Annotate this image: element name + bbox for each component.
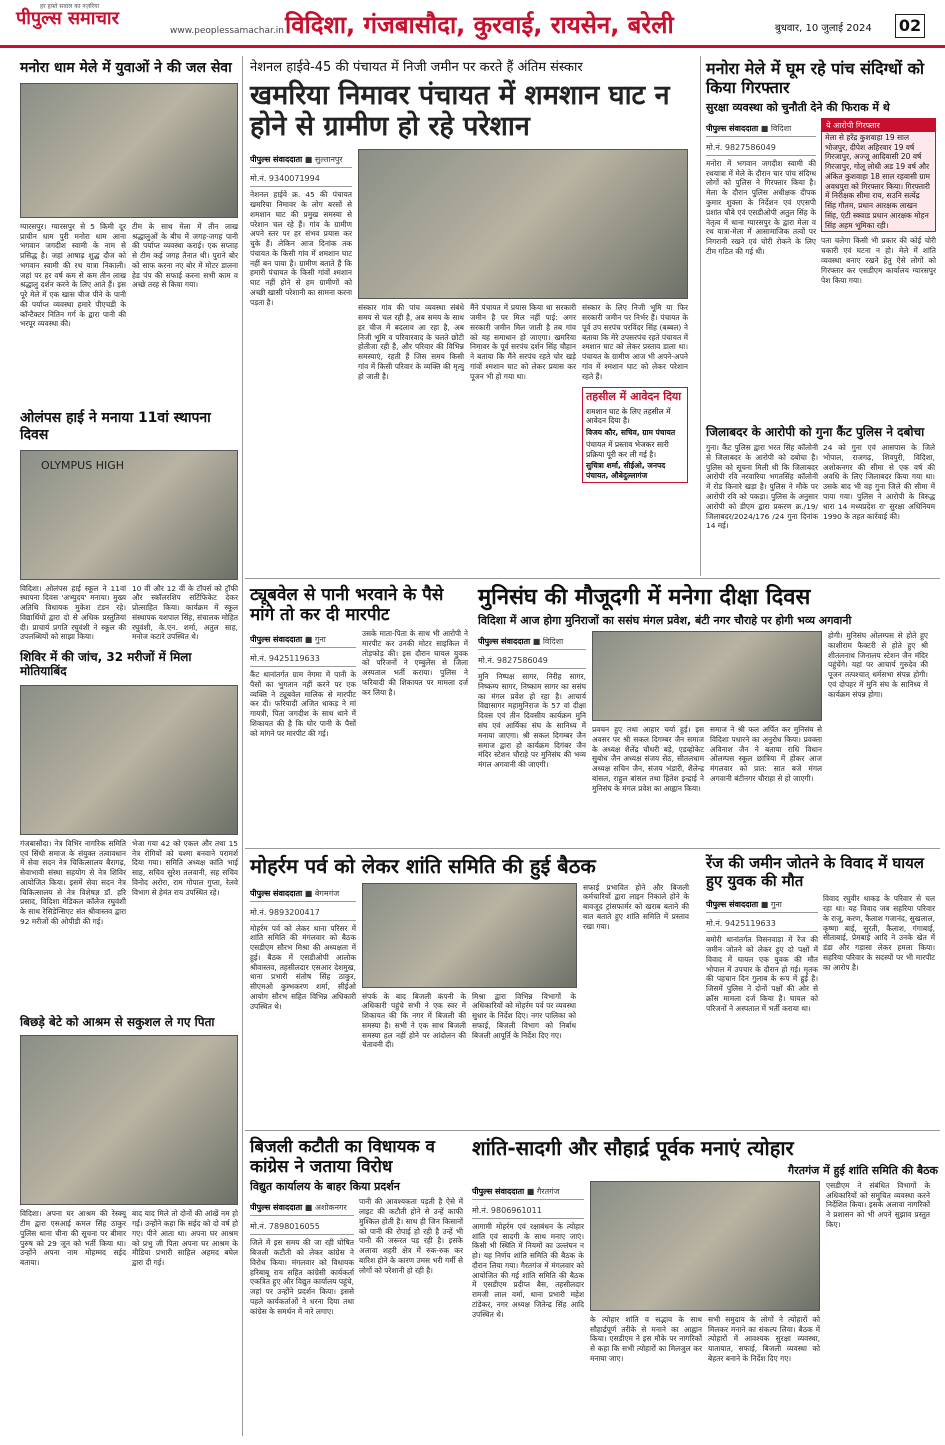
section-rule bbox=[245, 578, 940, 579]
article-power-cut-protest bbox=[250, 1137, 465, 1437]
article-headline: ट्यूबवेल से पानी भरवाने के पैसे मांगे तो कर दी मारपीट bbox=[250, 585, 444, 626]
article-headline: शिविर में की जांच, 32 मरीजों में मिला मोतियाबिंद bbox=[20, 650, 192, 679]
info-box-title: तहसील में आवेदन दिया bbox=[586, 390, 682, 404]
article-body: गंजबासौदा। नेत्र विभिर नागरिक समिति एवं सिंधी समाज के संयुक्त तत्वावधान में सेवा सदन नेत्र चिकित्सालय बैरागढ़, सेवाभावी संस्था सहयोग से नेत्र शिविर आयोजित किया। इसमें सेवा सदन नेत्र चिकित्सालय से नेत्र विशेषज्ञ डॉ. हरि प्रसाद, विदिशा मेडिकल कॉलेज रघुवंशी के साथ रेसिडेन्सिएट संत श्रीवास्तव द्वारा 92 मरीजों की ओपीडी की गई। bbox=[20, 838, 126, 926]
section-rule bbox=[245, 1130, 940, 1131]
article-subheadline: गैरतगंज में हुई शांति समिति की बैठक bbox=[788, 1163, 938, 1177]
mobile-number: मो.नं. 9806961011 bbox=[472, 1203, 584, 1219]
photo-signboard: OLYMPUS HIGH bbox=[41, 458, 125, 472]
byline: पीपुल्स संवाददाता ■ सुल्तानपुर bbox=[250, 152, 352, 168]
article-cremation-ground bbox=[250, 60, 695, 575]
byline: पीपुल्स संवाददाता ■ गैरतगंज bbox=[472, 1184, 584, 1200]
mobile-number: मो.नं. 9893200417 bbox=[250, 905, 356, 921]
article-water-service bbox=[20, 60, 238, 405]
article-body: समाज ने श्री फल अर्पित कर मुनिसंघ से विदिशा पधारने का अनुरोध किया। प्रवक्ता अविनाश जैन ने बताया राधि विधान ओलम्पस स्कूल छात्रिया में होकर आज मंगलवार को प्रात: सात बजे मंगल अगवानी बंटीनगर चौराहा से हो जाएगी। bbox=[710, 725, 822, 783]
photo-peace-committee bbox=[362, 883, 577, 988]
byline: पीपुल्स संवाददाता ■ गुना bbox=[250, 632, 356, 648]
section-rule bbox=[245, 848, 940, 849]
article-body: उसके माता-पिता के साथ भी आरोपी ने मारपीट कर उनकी मोटर साइकिल में तोड़फोड़ की। इस दौरान घायल युवक को परिजनों ने एम्बुलेंस से जिला अस्पताल भर्ती कराया। पुलिस ने फरियादी की शिकायत पर मामला दर्ज कर लिया है। bbox=[362, 629, 468, 697]
article-body: नेशनल हाईवे क्र. 45 की पंचायत खमरिया निमावर के लोग बरसों से शमशान घाट की प्रमुख समस्या से परेशान चल रहे हैं। गांव के ग्रामीण अपने स्तर पर हर संभव प्रयास कर चुके हैं। लेकिन आज दिनांक तक पंचायत के किसी गांव में शमशान घाट नहीं बन पाया है। ग्रामीण बताते हैं कि हमारी पंचायत के किसी गांवों श्मशान घाट नहीं होने से हम ग्रामीणों को अच्छी खासी परेशानी का सामना करना पड़ता है। bbox=[250, 190, 352, 307]
article-headline: खमरिया निमावर पंचायत में शमशान घाट न होने से ग्रामीण हो रहे परेशान bbox=[250, 79, 670, 143]
article-tubewell-assault bbox=[250, 585, 470, 845]
article-subheadline: सुरक्षा व्यवस्था को चुनौती देने की फिराक में थे bbox=[706, 100, 890, 114]
info-item: विजय कौर, सचिव, ग्राम पंचायत bbox=[586, 428, 676, 438]
article-body: टीम के साथ मेला में तीन लाख श्रद्धालुओं के बीच में जगह-जगह पानी की पर्याप्त व्यवस्था कराई। एक सप्ताह से टीम कई जगह तैनात थी। पुराने बोर को साफ करना नए बोर में मोटर डालना हेड पंप की सफाई करना सभी काम व अच्छे तरह से किया गया। bbox=[132, 221, 238, 290]
article-body: मोहर्रम पर्व को लेकर थाना परिसर में शांति समिति की मंगलवार को बैठक एसडीएम सौरभ मिश्रा की अध्यक्षता में हुई। बैठक में एसडीओपी आलोक श्रीवास्तव, तहसीलदार एसआर देशमुख, थाना प्रभारी संतोष सिंह ठाकुर, सीएमओ कुम्भकरण शर्मा, सीईओ आयोग सौरभ सहित विभिन्न अधिकारी उपस्थित थे। bbox=[250, 923, 356, 1011]
newspaper-logo: पीपुल्स समाचार bbox=[16, 8, 119, 29]
mobile-number: मो.नं. 9425119633 bbox=[250, 651, 356, 667]
article-peaceful-festivals bbox=[472, 1137, 938, 1437]
article-moharram-meeting bbox=[250, 855, 695, 1127]
byline: पीपुल्स संवाददाता ■ गुना bbox=[706, 897, 818, 913]
article-body: संस्कार गांव की पांच व्यवस्था संबंधे समय से चल रही है, अब समय के साथ हर चीज में बदलाव आ रहा है, अब निजी भूमि व परिवारवाद के चलते छोटी होतीजा रही है, और परिवार की विभिन्न समस्याएं, रहती हैं जिस समय किसी गांव में किसी परिवार के व्यक्ति की मृत्यु हो जाती है। bbox=[358, 303, 464, 381]
article-body: 10 वीं और 12 वीं के टॉपर्स को ट्रॉफी और स्कॉलरशिप सर्टिफिकेट देकर प्रोत्साहित किया। कार्यक्रम में स्कूल संस्थापक यशपाल सिंह, संचालक मोहित रघुवंशी, के.एन. शर्मा, अतुल साह, मनोज कटारे उपस्थित थे। bbox=[132, 583, 238, 642]
article-district-exile bbox=[706, 425, 938, 575]
article-body: कैंट थानांतर्गत ग्राम नेगमा में पानी के पैसों का भुगतान नहीं करने पर एक व्यक्ति ने ट्यूबवेल मालिक से मारपीट कर दी। फरियादी अजित धाकड़ ने मां गायत्री, पिता जगदीश के साथ थाने में शिकायत की है कि घोर पानी के पैसों को मांगने पर मारपीट की गई। bbox=[250, 670, 356, 738]
article-body: बाद याद मिले तो दोनों की आंखें नम हो गई। उन्होंने कहा कि सईद को दो वर्ष हो गए। पीने आता था। अपना घर आश्रम को प्रभु जी पिता अपना घर आश्रम के मीडिया प्रभारी साहिल अहमद बघेल द्वारा दी गई। bbox=[132, 1209, 238, 1268]
article-suspects-arrested bbox=[706, 60, 938, 420]
website-link[interactable]: www.peoplessamachar.in bbox=[170, 26, 284, 36]
edition-cities: विदिशा, गंजबासौदा, कुरवाई, रायसेन, बरेली bbox=[285, 11, 674, 39]
article-headline: मनोरा धाम मेले में युवाओं ने की जल सेवा bbox=[20, 60, 232, 76]
mobile-number: मो.नं. 9340071994 bbox=[250, 171, 352, 187]
photo-eye-camp bbox=[20, 685, 238, 835]
photo-muni-sangh bbox=[592, 631, 822, 721]
issue-date: बुधवार, 10 जुलाई 2024 bbox=[775, 23, 872, 34]
article-headline: मुनिसंघ की मौजूदगी में मनेगा दीक्षा दिवस bbox=[478, 585, 811, 610]
accused-list bbox=[821, 118, 936, 233]
article-body: भेजा गया 42 को एकल और तथा 15 नेत्र रोगियों को चश्मा बनवाने परामर्श दिया गया। समिति अध्यक्ष कांति भाई साह, सचिव सुरेश तलवानी, सह सचिव विनोद अरोरा, राम गोपाल गुप्ता, रेलवे विभाग से हेमंत राय उपस्थित रहे। bbox=[132, 838, 238, 897]
article-body: विवाद रघुवीर धाकड़ के परिवार से चल रहा था। यह विवाद जब सहरिया परिवार के राजू, करण, कैलाश गजानंद, सुखलाल, कृष्णा बाई, सुरती, कैलाश, गंगाबाई, सीताबाई, प्रेमबाई आदि ने उनके खेत में डंडा और गड़ासा लेकर हमला किया। सहरिया परिवार के सदस्यों पर भी मारपीट का आरोप है। bbox=[823, 894, 935, 972]
mobile-number: मो.नं. 9827586049 bbox=[706, 140, 816, 156]
article-overline: नेशनल हाईवे-45 की पंचायत में निजी जमीन पर करते हैं अंतिम संस्कार bbox=[250, 60, 583, 75]
article-olympus bbox=[20, 410, 238, 642]
photo-gairatganj-meeting bbox=[590, 1181, 820, 1311]
article-headline: शांति-सादगी और सौहार्द्र पूर्वक मनाएं त्योहार bbox=[472, 1136, 794, 1160]
byline: पीपुल्स संवाददाता ■ विदिशा bbox=[706, 121, 816, 137]
photo-olympus-event bbox=[20, 450, 238, 580]
info-item: पंचायत में प्रस्ताव भेजकर सारी प्रक्रिया पूरी कर ली गई है। bbox=[586, 439, 669, 459]
mobile-number: मो.नं. 7898016055 bbox=[250, 1219, 354, 1235]
article-headline: बिछड़े बेटे को आश्रम से सकुशल ले गए पिता bbox=[20, 1015, 215, 1029]
page-number: 02 bbox=[895, 14, 925, 38]
article-body: ग्यारसपुर। ग्यारसपुर से 5 किमी दूर प्राचीन धाम पुरी मनोरा धाम आना भगवान जगदीश स्वामी के नाम से प्रसिद्ध है। जहां आषाढ़ शुद्ध दौज को भगवान स्वामी की रथ यात्रा निकाली। जहां पर हर वर्ष कम से कम तीन लाख श्रद्धालु दर्शन करने के लिए आते हैं। इस पूरे मेले में एक खास चीज पीने के पानी की पर्याप्त व्यवस्था हमारे पीएचडी के कॉन्टैक्टर नितिन गर्ग के द्वारा पानी की भरपूर व्यवस्था की। bbox=[20, 221, 126, 329]
article-body: विदिशा। अपना घर आश्रम की रेस्क्यू टीम द्वारा एसआई कमल सिंह ठाकुर पुलिस थाना चीना की सूचना पर बीमार पुरुष को 29 जून को भर्ती किया था। उन्होंने अपना नाम मोहम्मद सईद बताया। bbox=[20, 1209, 126, 1268]
article-body: सभी समुदाय के लोगों ने त्योहारों को मिलकर मनाने का संकल्प लिया। बैठक में त्योहारों में आवश्यक सुरक्षा व्यवस्था, यातायात, सफाई, बिजली व्यवस्था को बेहतर बनाने के निर्देश दिए गए। bbox=[708, 1314, 820, 1363]
byline: पीपुल्स संवाददाता ■ बेगमगंज bbox=[250, 886, 356, 902]
article-body: आगामी मोहर्रम एवं रक्षाबंधन के त्योहार शांति एवं सादगी के साथ मनाए जाएं। किसी भी स्थिति में नियमों का उल्लंघन न हो। यह निर्णय शांति समिति की बैठक के दौरान लिया गया। गैरतगंज में मंगलवार को आयोजित की गई शांति समिति की बैठक में एसडीएम प्रदीप्त बैस, तहसीलदार रामजी लाल वर्मा, थाना प्रभारी महेश टांडेकर, नगर अध्यक्ष जितेन्द्र सिंह आदि उपस्थित थे। bbox=[472, 1221, 584, 1319]
article-headline: बिजली कटौती का विधायक व कांग्रेस ने जताया विरोध bbox=[250, 1137, 435, 1178]
article-eye-camp bbox=[20, 650, 238, 1000]
article-body: मुनि निष्पक्ष सागर, निरीह सागर, निष्कम्प सागर, निष्काम सागर का ससंघ का मंगल प्रवेश हो रहा है। आचार्य विद्यासागर महामुनिराज के 57 वां दीक्षा दिवस एवं तीन दिवसीय कार्यक्रम मुनि संघ एवं आर्यिका संघ के सानिध्य में मनाया जाएगा। श्री सकल दिगम्बर जैन समाज द्वारा हो कार्यक्रम दिगंबर जैन मंदिर स्टेशन चौराहे पर मुनिसंघ की भव्य मंगल अगवानी की जाएगी। bbox=[478, 672, 586, 770]
article-subheadline: विदिशा में आज होगा मुनिराजों का ससंघ मंगल प्रवेश, बंटी नगर चौराहे पर होगी भव्य अगवानी bbox=[478, 613, 852, 627]
info-item: सुचित्रा शर्मा, सीईओ, जनपद पंचायत, औबेदुल्लागंज bbox=[586, 461, 666, 481]
article-body: संपर्क के बाद बिजली कंपनी के अधिकारी पहुंचे सभी ने एक स्वर में शिकायत की कि नगर में बिजली की समस्या है। सभी ने एक साथ बिजली समस्या हल नहीं होने पर आंदोलन की चेतावनी दी। bbox=[362, 991, 466, 1050]
info-item: शमशान घाट के लिए तहसील में आवेदन दिया है। bbox=[586, 406, 671, 426]
article-headline: जिलाबदर के आरोपी को गुना कैंट पुलिस ने दबोचा bbox=[706, 425, 925, 439]
article-body: के त्योहार शांति व सद्भाव के साथ सौहार्द्रपूर्ण तरीके से मनाने का आह्वान किया। एसडीएम ने इस मौके पर नागरिकों से कहा कि सभी त्योहारों का मिलजुल कर मनाया जाए। bbox=[590, 1314, 702, 1363]
photo-panchayat-building bbox=[358, 149, 688, 299]
article-body: मैंने पंचायत में प्रयास किया था सरकारी जमीन है पर मिल नहीं पाई: अगर सरकारी जमीन मिल जाती है तब गांव को यह समाधान हो जाएगा। खमरिया निमावर के पूर्व सरपंच दर्शन सिंह चौहान ने बताया कि मैंने सरपंच रहते चोर खड़े गांवों श्मशान घाट को लेकर प्रयास कर पूजन भी हो गया था। bbox=[470, 303, 576, 381]
column-rule bbox=[242, 56, 243, 1436]
article-body: गुना। कैंट पुलिस द्वारा भरत सिंह कॉलोनी से जिलाबदर के आरोपी को दबोचा है। पुलिस को सूचना मिली थी कि जिलाबदर आरोपी रवि नरवारिया भगतसिंह कॉलोनी में रोड किनारे खड़ा है। पुलिस ने मौके पर आरोपी रवि को पकड़ा। पुलिस के अनुसार आरोपी को डीएम द्वारा प्रकरण क्र./19/जिलाबदर/2024/176 /24 गुना दिनांक 14 मई। bbox=[706, 443, 818, 531]
mobile-number: मो.नं. 9827586049 bbox=[478, 653, 586, 669]
photo-volunteers bbox=[20, 83, 238, 218]
accused-list-title: ये आरोपी गिरफ्तार bbox=[822, 119, 935, 132]
article-body: होगी। मुनिसंघ ओलम्पस से होते हुए काशीराम फैक्टरी से होते हुए श्री शीतलनाथ जिनालय स्टेशन जैन मंदिर पहुंचेंगे। यहां पर आचार्य गुरुदेव की पूजन तत्पश्चात् धर्मसभा संपन्न होगी। एवं दोपहर में मुनि संघ के सानिध्य में कार्यक्रम संपन्न होगा। bbox=[828, 631, 928, 699]
article-body: बमोरी थानांतर्गत विसनवाड़ा में रेंज की जमीन जोतने को लेकर हुए दो पक्षों में विवाद में घायल एक युवक की मौत भोपाल में उपचार के दौरान हो गई। मृतक की पहचान दिन गुलाब के रूप में हुई है। जिसमें पुलिस ने दोनों पक्षों की ओर से क्रॉस मामला दर्ज किया है। घायल को परिजनों ने अस्पताल में भर्ती कराया था। bbox=[706, 935, 818, 1013]
article-headline: रेंज की जमीन जोतने के विवाद में घायल हुए युवक की मौत bbox=[706, 854, 924, 890]
article-body: सफाई प्रभावित होने और बिजली कर्मचारियों द्वारा लाइन निकाले होने के बावजूद ट्रांसफार्मर को खराब बताने की बात बताते हुए शांति समिति में प्रस्ताव रखा गया। bbox=[583, 882, 689, 931]
byline: पीपुल्स संवाददाता ■ अशोकनगर bbox=[250, 1200, 354, 1216]
article-subheadline: विद्युत कार्यालय के बाहर किया प्रदर्शन bbox=[250, 1180, 400, 1194]
article-body: मिश्रा द्वारा विभिन्न विभागों के अधिकारियों को मोहर्रम पर्व पर व्यवस्था सुधार के निर्देश दिए। नगर पालिका को सफाई, बिजली विभाग को निर्बाध बिजली आपूर्ति के निर्देश दिए गए। bbox=[472, 991, 576, 1040]
article-headline: ओलंपस हाई ने मनाया 11वां स्थापना दिवस bbox=[20, 410, 211, 443]
accused-list-body: मेला से हरेंद्र कुशवाहा 19 साल भोजपुर, दीपेश अहिरवार 19 वर्ष गिरजापुर, अज्जू आदिवासी 20 वर्ष गिरजापुर, गोलू लोधी अड 19 वर्ष और अंकित कुशवाहा 18 साल रहवासी ग्राम अवधपुरा को गिरफ्तार किया। गिरफ्तारी में निरीक्षक सीमा राय, सउनि सत्येंद्र सिंह गौतम, प्रधान आरक्षक लाखन सिंह, एंटी स्क्वाड प्रधान आरक्षक मोहन सिंह अहम भूमिका रही। bbox=[825, 132, 930, 230]
article-body: पता चलेगा किसी भी प्रकार की कोई चोरी चकारी एवं घटना न हो। मेले में शांति व्यवस्था बनाए रखने हेतु ऐसे लोगों को गिरफ्तार कर एसडीएम कार्यालय ग्यारसपुर पेश किया गया। bbox=[821, 236, 936, 285]
article-diksha-divas bbox=[478, 585, 938, 845]
logo-tagline: हर हफ़्ते सवाल का नज़रिया bbox=[40, 3, 100, 10]
info-box bbox=[582, 387, 688, 482]
article-land-dispute bbox=[706, 855, 938, 1127]
mobile-number: मो.नं. 9425119633 bbox=[706, 916, 818, 932]
byline: पीपुल्स संवाददाता ■ विदिशा bbox=[478, 634, 586, 650]
article-headline: मोहर्रम पर्व को लेकर शांति समिति की हुई बैठक bbox=[250, 854, 596, 878]
photo-father-son bbox=[20, 1035, 238, 1205]
article-body: मनोरा में भगवान जगदीश स्वामी की रथयात्रा में मेले के दौरान चार पांच संदिग्ध लोगों को पुलिस ने गिरफ्तार किया है। मेला के दौरान पुलिस अधीक्षक दीपक कुमार शुक्ला के निर्देशन एवं एएसपी प्रशांत चौबे एवं एसडीओपी अतुल सिंह के नेतृत्व में थाना ग्यारसपुर के द्वारा मेला व रथ यात्रा-मेला में आसामाजिक तत्वों पर निगरानी रखने एवं चोरी रोकने के लिए टीम गठित की गई थी। bbox=[706, 158, 816, 256]
article-headline: मनोरा मेले में घूम रहे पांच संदिग्धों को किया गिरफ्तार bbox=[706, 59, 925, 97]
article-body: प्रवचन हुए तथा आहार चर्या हुई। इस अवसर पर श्री सकल दिगम्बर जैन समाज के अध्यक्ष शैलेंद्र चौधरी बड़े, एडव्होकेट सुबोध जैन अध्यक्ष संजय सेठ, सीतलधाम अध्यक्ष सचिन जैन, संजय भंडारी, शैलेन्द्र बांसल, राहुल बांसल तथा हितेश इन्द्राई ने मुनिसंघ के मंगल प्रवेश का आह्वान किया। bbox=[592, 725, 704, 793]
column-rule bbox=[700, 56, 701, 576]
article-body: विदिशा। ओलंपस हाई स्कूल ने 11वां स्थापना दिवस 'अभ्युदय' मनाया। मुख्य अतिथि विधायक मुकेश टंडन रहे। विद्यार्थियों द्वारा दो से अधिक प्रस्तुतियां दी। प्राचार्य प्रगति रघुवंशी ने स्कूल की उपलब्धियों को साझा किया। bbox=[20, 583, 126, 642]
masthead bbox=[0, 0, 945, 48]
article-lost-son bbox=[20, 1015, 238, 1435]
article-body: एसडीएम ने संबंधित विभागों के अधिकारियों को समुचित व्यवस्था करने निर्देशित किया। इसके अलावा नागरिकों ने प्रशासन को भी अपने सुझाव प्रस्तुत किए। bbox=[826, 1180, 930, 1229]
article-body: 24 को गुना एवं आसपास के जिले भोपाल, राजगढ़, शिवपुरी, विदिशा, अशोकनगर की सीमा से एक वर्ष की अवधि के लिए जिलाबदर किया गया था। उसके बाद भी वह गुना जिले की सीमा में पाया गया। पुलिस ने आरोपी के विरुद्ध धारा 14 मध्यप्रदेश रा' सुरक्षा अधिनियम 1990 के तहत कार्रवाई की। bbox=[823, 443, 935, 521]
article-body: संस्कार के लिए निजी भूमि या फिर सरकारी जमीन पर निर्भर हैं। पंचायत के पूर्व उप सरपंच परविंदर सिंह (बब्बल) ने बताया कि मेरे उपसरपंच रहते पंचायत में श्मशान घाट को लेकर प्रस्ताव डाला था। पंचायत के ग्रामीण आज भी अपने-अपने गांव में श्मशान घाट को लेकर परेशान रहते हैं। bbox=[582, 303, 688, 381]
article-body: जिले में इस समय की जा रही घोषित बिजली कटौती को लेकर कांग्रेस ने विरोध किया। मंगलवार को विधायक हरिबाबू राय सहित कांग्रेसी कार्यकर्ता एकत्रित हुए और विद्युत कार्यालय पहुंचे, जहां पर उन्होंने प्रदर्शन किया। इससे पहले कार्यकर्ताओं ने धरना दिया तथा कांग्रेस के समर्थन में नारे लगाए। bbox=[250, 1238, 354, 1316]
article-body: पानी की आवश्यकता पड़ती है ऐसे में लाइट की कटौती होने से उन्हें काफी मुश्किल होती है। साथ ही जिन किसानों को पानी की रोपाई हो रही है उन्हें भी पानी की जरूरत पड़ रही है। इसके अलावा शहरी क्षेत्र में रुक-रुक कर बारिश होने के कारण उमस भरी गर्मी से लोगों को परेशानी हो रही है। bbox=[359, 1197, 463, 1275]
